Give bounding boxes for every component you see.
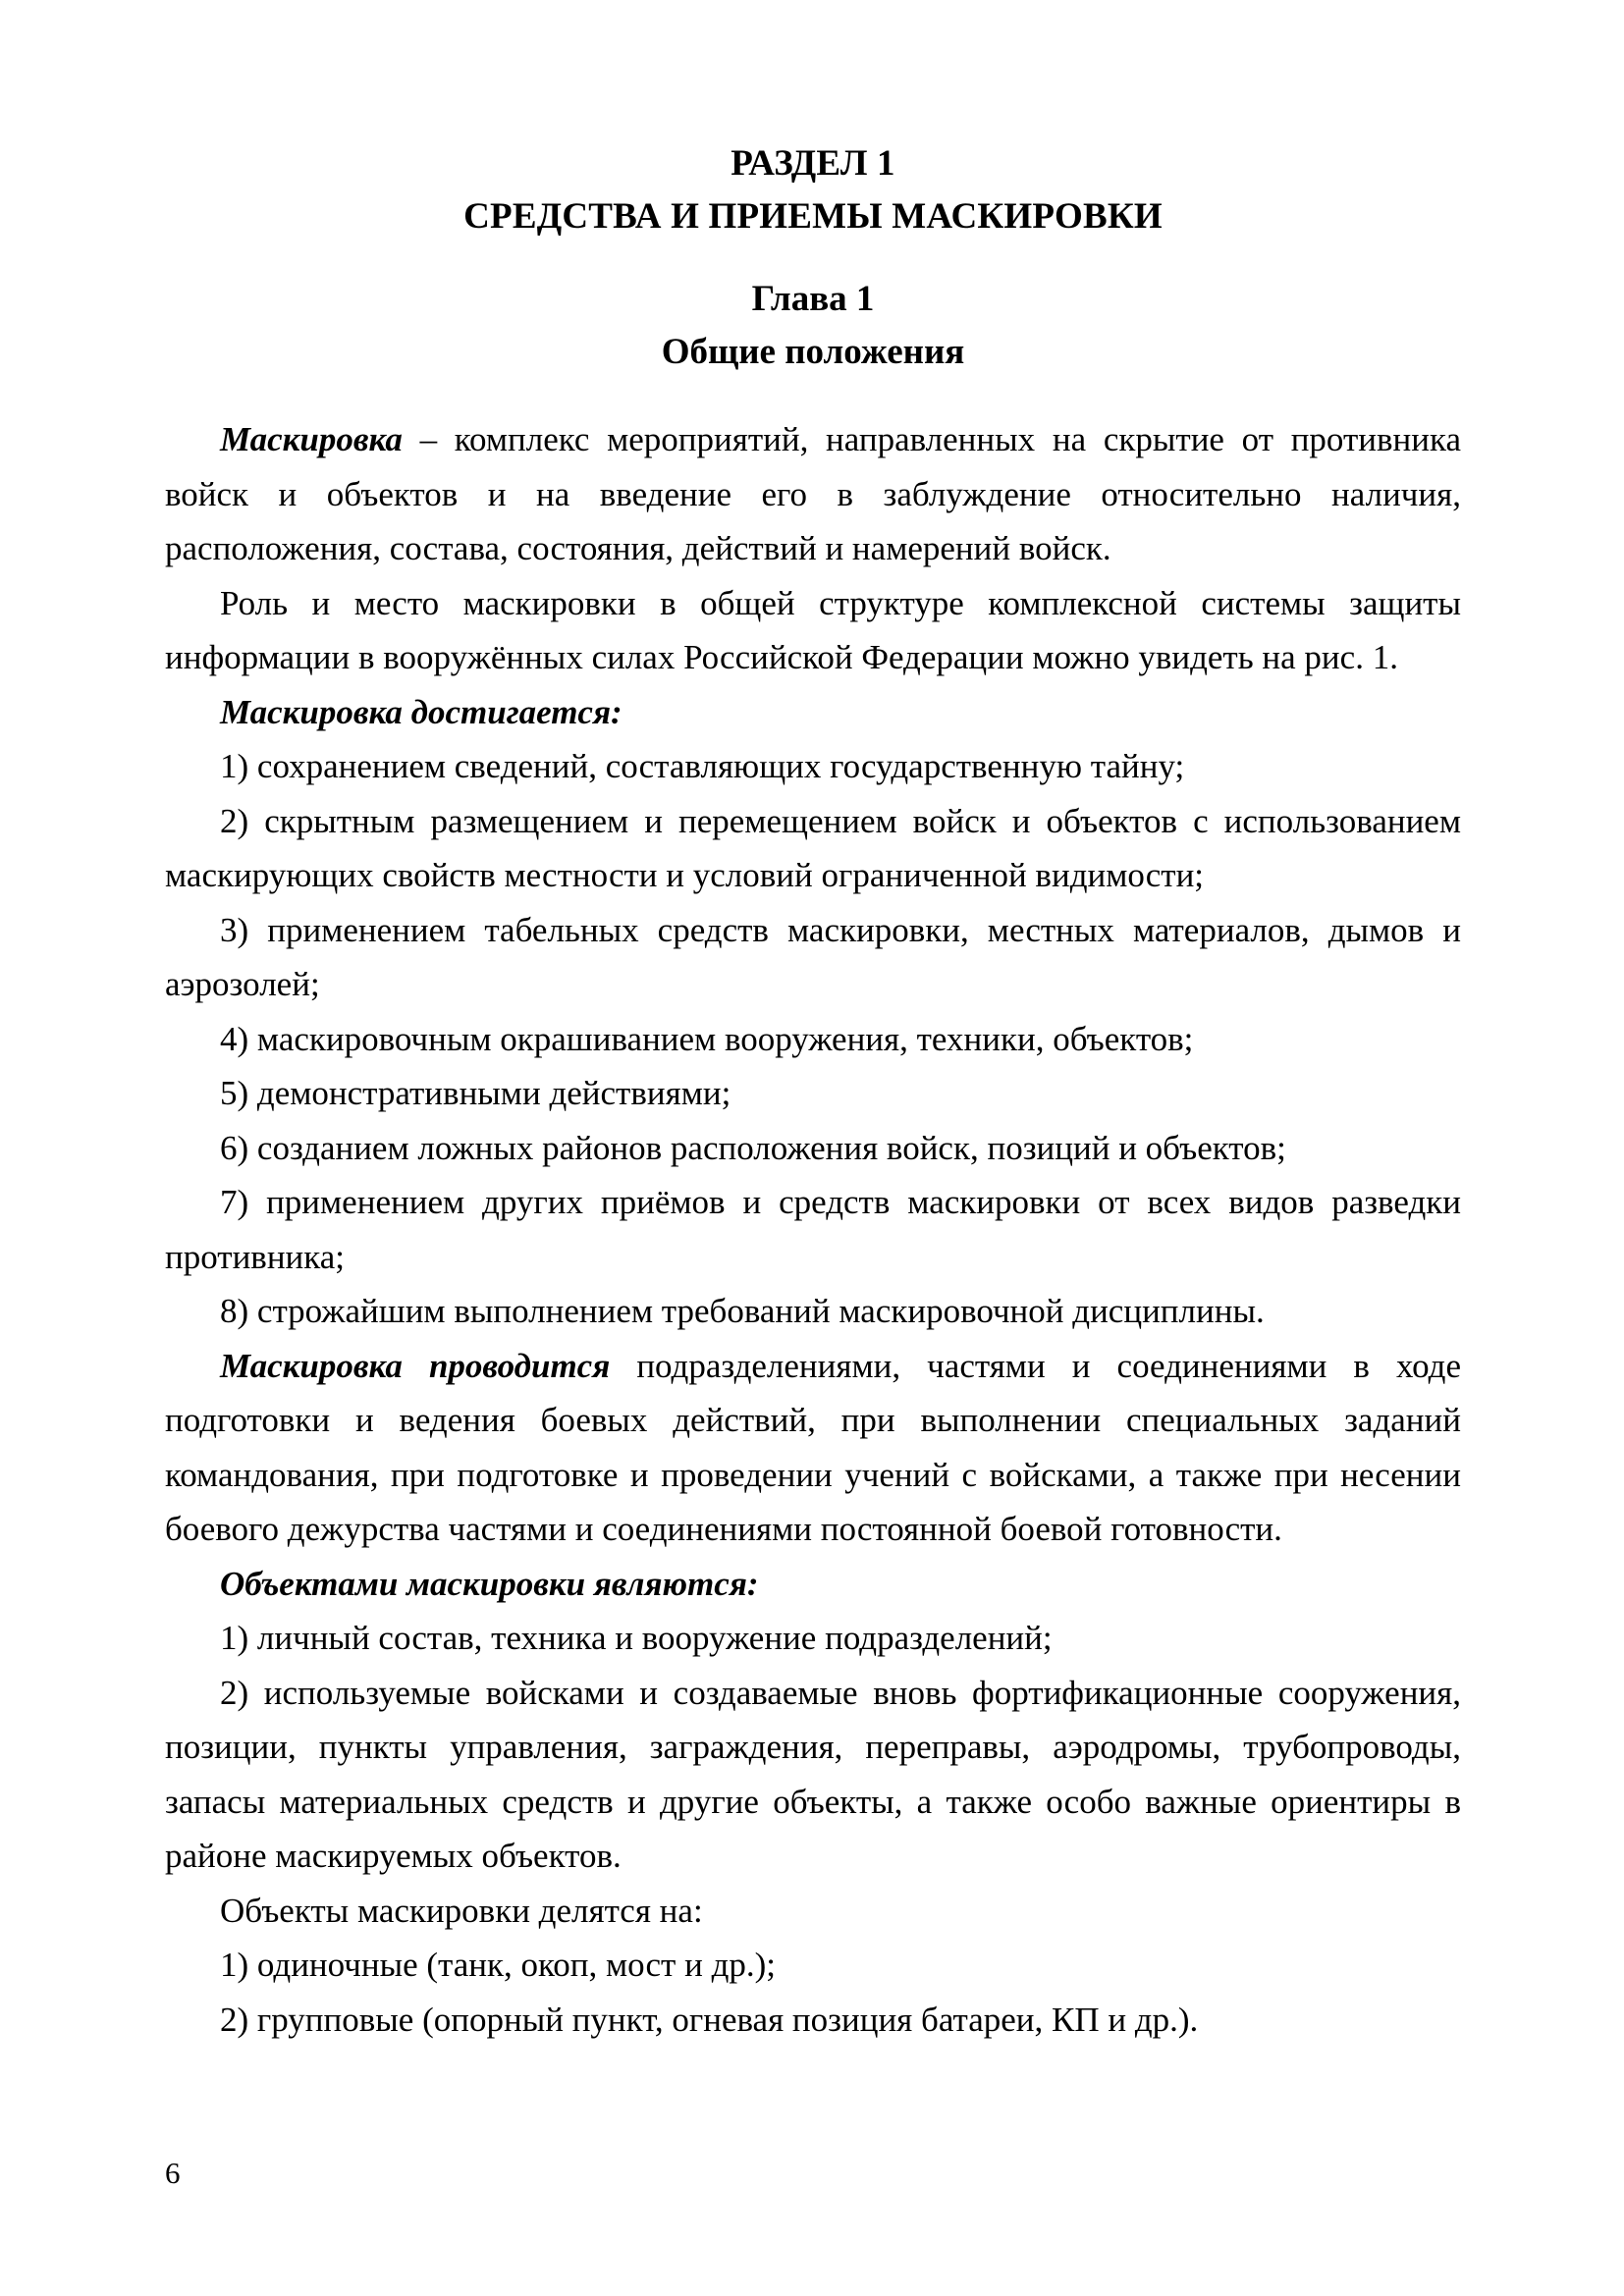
list-item-objects-1: 1) личный состав, техника и вооружение подразделений; — [220, 1619, 1053, 1657]
list-item-achieved-1: 1) сохранением сведений, составляющих государственную тайну; — [220, 747, 1185, 785]
paragraph-role-and-place: Роль и место маскировки в общей структуре комплексной системы защиты информации в вооружённых силах Российской Федерации можно увидеть на рис. 1. — [165, 583, 1461, 676]
list-item-achieved-2: 2) скрытным размещением и перемещением войск и объектов с использованием маскирующих свойств местности и условий ограниченной видимости; — [165, 801, 1461, 894]
paragraph-definition-text: – комплекс мероприятий, направленных на скрытие от противника войск и объектов и на введение его в заблуждение относительно наличия, расположения, состава, состояния, действий и намерений войск. — [165, 420, 1461, 567]
list-item-divided-1: 1) одиночные (танк, окоп, мост и др.); — [220, 1946, 777, 1984]
paragraph-definition — [165, 412, 1461, 576]
list-item-achieved-5: 5) демонстративными действиями; — [220, 1074, 731, 1112]
paragraph-conducted-by-text: подразделениями, частями и соединениями в ходе подготовки и ведения боевых действий, при выполнении специальных заданий командования, при подготовке и проведении учений с войсками, а также при несении боевого дежурства частями и соединениями постоянной боевой готовности. — [165, 1346, 1461, 1548]
list-item-achieved-7: 7) применением других приёмов и средств маскировки от всех видов разведки противника; — [165, 1183, 1461, 1276]
section-heading-line-1: РАЗДЕЛ 1 — [731, 143, 895, 184]
term-maskirovka-provoditsya: Маскировка проводится — [220, 1346, 611, 1385]
section-heading — [165, 137, 1461, 243]
spacer-after-section-heading — [165, 243, 1461, 273]
page-number: 6 — [165, 2156, 181, 2190]
list-item-objects-2: 2) используемые войсками и создаваемые вновь фортификационные сооружения, позиции, пункты управления, заграждения, переправы, аэродромы, трубопроводы, запасы материальных средств и другие объекты, а также особо важные ориентиры в районе маскируемых объектов. — [165, 1673, 1461, 1875]
paragraph-objects-divided: Объекты маскировки делятся на: — [220, 1891, 703, 1930]
chapter-heading — [165, 273, 1461, 379]
spacer-after-chapter-heading — [165, 379, 1461, 412]
subheading-achieved-by: Маскировка достигается: — [220, 692, 623, 731]
list-item-achieved-8: 8) строжайшим выполнением требований маскировочной дисциплины. — [220, 1292, 1265, 1330]
subheading-objects-are: Объектами маскировки являются: — [220, 1564, 759, 1603]
list-item-achieved-4: 4) маскировочным окрашиванием вооружения, техники, объектов; — [220, 1019, 1194, 1058]
term-maskirovka: Маскировка — [220, 420, 403, 458]
page-content — [165, 0, 1461, 2047]
section-heading-line-2: СРЕДСТВА И ПРИЕМЫ МАСКИРОВКИ — [463, 196, 1163, 237]
list-item-divided-2: 2) групповые (опорный пункт, огневая позиция батареи, КП и др.). — [220, 2000, 1199, 2039]
paragraph-conducted-by — [165, 1339, 1461, 1557]
chapter-heading-line-2: Общие положения — [661, 332, 965, 372]
list-item-achieved-3: 3) применением табельных средств маскировки, местных материалов, дымов и аэрозолей; — [165, 910, 1461, 1003]
list-item-achieved-6: 6) созданием ложных районов расположения войск, позиций и объектов; — [220, 1128, 1286, 1167]
chapter-heading-line-1: Глава 1 — [751, 279, 875, 319]
